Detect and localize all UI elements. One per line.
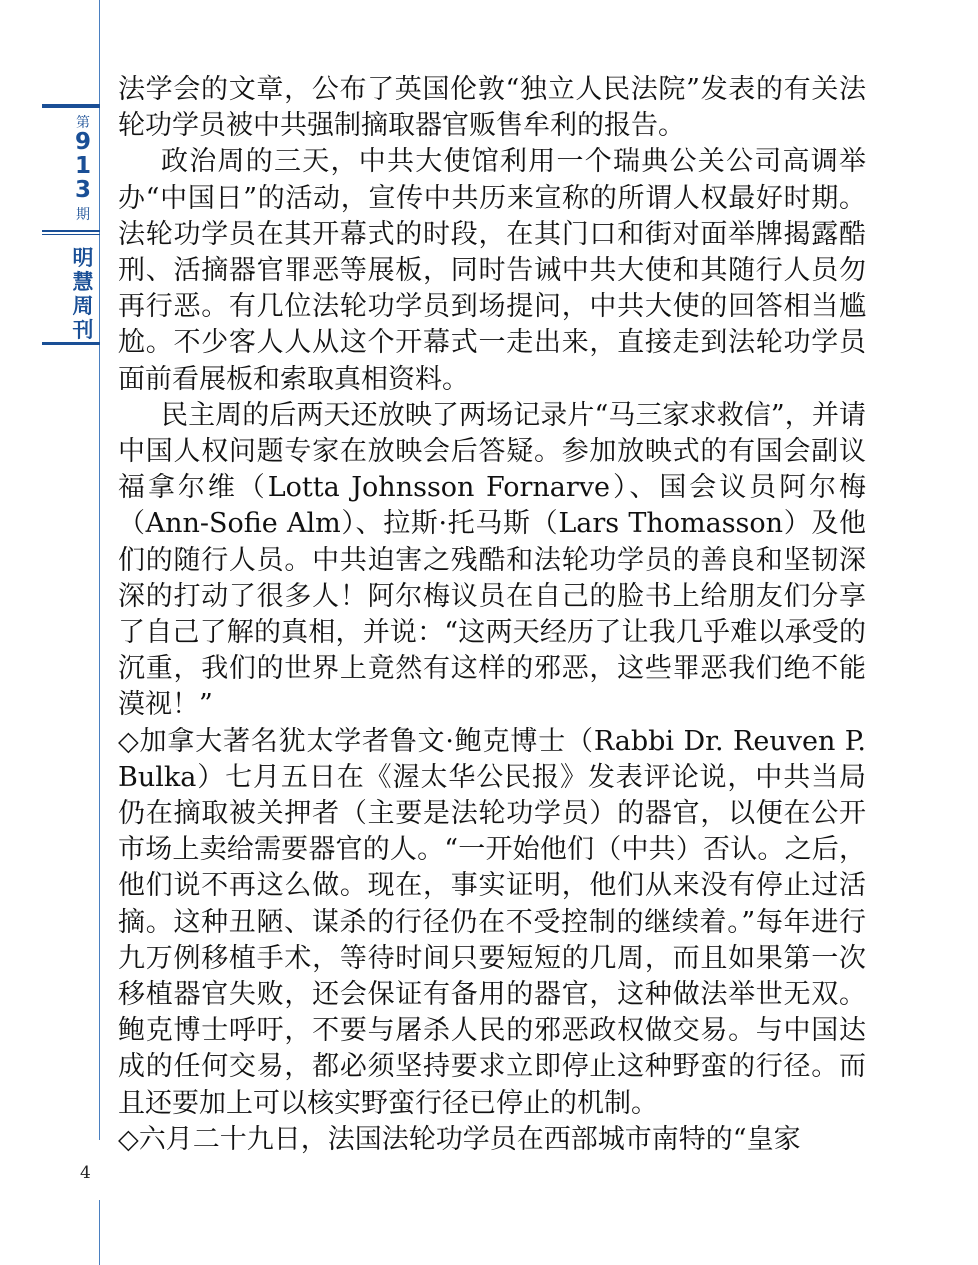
issue-suffix: 期: [76, 207, 90, 223]
paragraph-politics-week: 政治周的三天，中共大使馆利用一个瑞典公关公司高调举办“中国日”的活动，宣传中共历来宣称的所谓人权最好时期。法轮功学员在其开幕式的时段，在其门口和街对面举牌揭露酷刑、活摘器官罪恶等展板，同时告诫中共大使和其随行人员勿再行恶。有几位法轮功学员到场提问，中共大使的回答相当尴尬。不少客人人从这个开幕式一走出来，直接走到法轮功学员面前看展板和索取真相资料。: [118, 146, 866, 395]
magazine-name: 明 慧 周 刊: [72, 246, 94, 342]
issue-tab-middle-rule: [42, 230, 100, 232]
issue-tab-bottom-rule: [42, 342, 100, 345]
page-number: 4: [80, 1163, 91, 1183]
sidebar-divider-line-lower: [99, 1200, 100, 1265]
article-body: [118, 72, 866, 1158]
issue-tab-top-rule: [42, 104, 100, 108]
issue-number: 9 1 3: [74, 129, 91, 203]
issue-tab: [42, 104, 100, 346]
paragraph-continued: 法学会的文章，公布了英国伦敦“独立人民法院”发表的有关法轮功学员被中共强制摘取器官贩售牟利的报告。: [118, 74, 866, 142]
news-item-canada: ◇加拿大著名犹太学者鲁文·鲍克博士（Rabbi Dr. Reuven P. Bulka）七月五日在《渥太华公民报》发表评论说，中共当局仍在摘取被关押者（主要是法轮功学员）的器官，以便在公开市场上卖给需要器官的人。“一开始他们（中共）否认。之后，他们说不再这么做。现在，事实证明，他们从来没有停止过活摘。这种丑陋、谋杀的行径仍在不受控制的继续着。”每年进行九万例移植手术，等待时间只要短短的几周，而且如果第一次移植器官失败，还会保证有备用的器官，这种做法举世无双。鲍克博士呼吁，不要与屠杀人民的邪恶政权做交易。与中国达成的任何交易，都必须坚持要求立即停止这种野蛮的行径。而且还要加上可以核实野蛮行径已停止的机制。: [118, 725, 866, 1119]
issue-prefix: 第: [76, 115, 90, 131]
news-item-france: ◇六月二十九日，法国法轮功学员在西部城市南特的“皇家: [118, 1123, 801, 1155]
paragraph-democracy-week: 民主周的后两天还放映了两场记录片“马三家求救信”，并请中国人权问题专家在放映会后答疑。参加放映式的有国会副议福拿尔维（Lotta Johnsson Fornarve）、国会议员阿尔梅（Ann-Sofie Alm）、拉斯·托马斯（Lars Thomasson）及他们的随行人员。中共迫害之残酷和法轮功学员的善良和坚韧深深的打动了很多人！阿尔梅议员在自己的脸书上给朋友们分享了自己了解的真相，并说：“这两天经历了让我几乎难以承受的沉重，我们的世界上竟然有这样的邪恶，这些罪恶我们绝不能漠视！”: [118, 399, 866, 721]
issue-tab-middle-rule-thin: [42, 234, 100, 235]
